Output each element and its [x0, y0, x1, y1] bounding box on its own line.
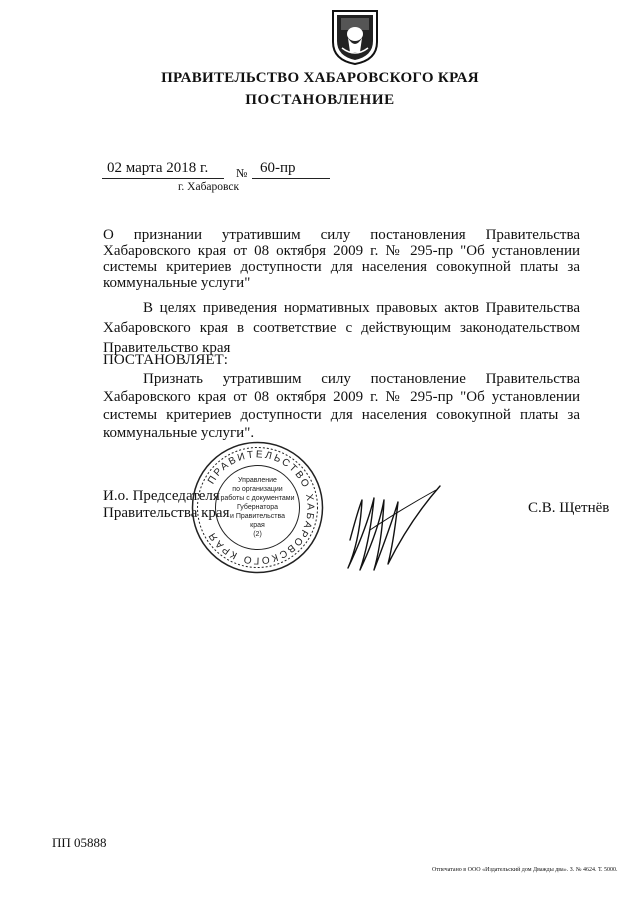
- document-city: г. Хабаровск: [178, 181, 240, 193]
- seal-center-line: Губернатора: [236, 504, 279, 511]
- clause-paragraph: Признать утратившим силу постановление Правительства Хабаровского края от 08 октября 2009 г. № 295-пр "Об установлении системы критериев доступности для населения совокупной платы за коммунальные услуги".: [103, 371, 580, 441]
- signatory-title-line2: Правительства края: [103, 505, 230, 521]
- seal-center-line: (2): [253, 531, 262, 538]
- handwritten-signature: [340, 470, 450, 580]
- official-seal: [190, 440, 325, 575]
- government-title: ПРАВИТЕЛЬСТВО ХАБАРОВСКОГО КРАЯ: [161, 70, 479, 86]
- number-underline: [252, 178, 330, 179]
- signatory-name: С.В. Щетнёв: [528, 500, 610, 516]
- document-date: 02 марта 2018 г.: [107, 160, 209, 176]
- printer-imprint: Отпечатано в ООО «Издательский дом Дважды два». З. № 4624. Т. 5000.: [432, 867, 618, 873]
- signatory-title-line1: И.о. Председателя: [103, 488, 220, 504]
- seal-center-line: края: [250, 522, 265, 529]
- preamble-paragraph: В целях приведения нормативных правовых актов Правительства Хабаровского края в соответствие с действующим законодательством Правительство края: [103, 300, 580, 356]
- date-underline: [102, 178, 224, 179]
- seal-center-line: и Правительства: [229, 513, 286, 520]
- number-sign: №: [236, 166, 248, 180]
- seal-center-line: по организации: [232, 486, 283, 493]
- document-type: ПОСТАНОВЛЕНИЕ: [245, 92, 395, 108]
- resolves-heading: ПОСТАНОВЛЯЕТ:: [103, 352, 228, 368]
- document-code: ПП 05888: [52, 835, 107, 850]
- seal-ring-text: ПРАВИТЕЛЬСТВО ХАБАРОВСКОГО КРАЯ: [206, 449, 316, 566]
- seal-center-line: работы с документами: [220, 495, 295, 502]
- coat-of-arms-icon: [330, 8, 380, 66]
- seal-center-line: Управление: [238, 477, 277, 484]
- document-number: 60-пр: [260, 160, 296, 176]
- document-subject: О признании утратившим силу постановления Правительства Хабаровского края от 08 октября 2009 г. № 295-пр "Об установлении системы критериев доступности для населения совокупной платы за коммунальные услуги": [103, 227, 580, 291]
